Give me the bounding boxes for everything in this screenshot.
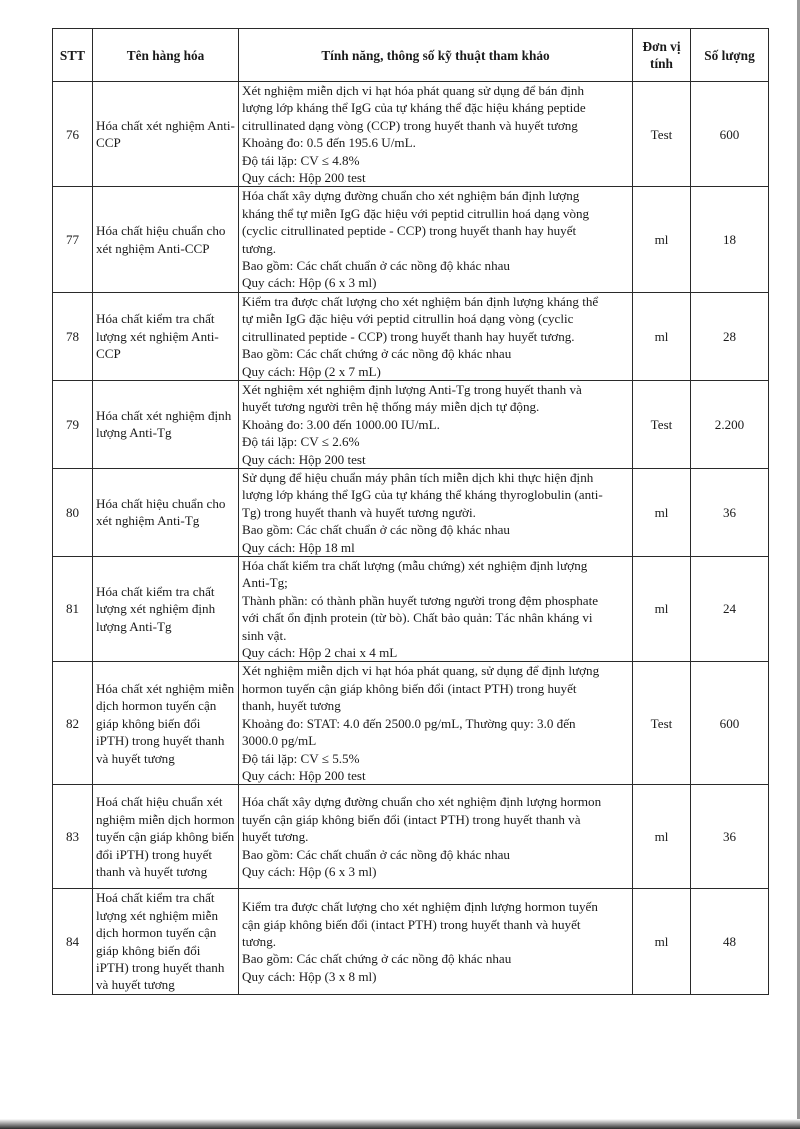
cell-quantity: 2.200 bbox=[691, 380, 769, 468]
spec-line: sinh vật. bbox=[242, 627, 287, 643]
spec-line: cận giáp không biến đổi (intact PTH) trong huyết thanh và huyết bbox=[242, 916, 581, 932]
cell-specification bbox=[239, 292, 633, 380]
cell-quantity: 600 bbox=[691, 82, 769, 187]
cell-stt: 77 bbox=[53, 187, 93, 292]
spec-line: Hóa chất kiểm tra chất lượng (mẫu chứng) xét nghiệm định lượng bbox=[242, 557, 588, 573]
spec-line: Quy cách: Hộp 18 ml bbox=[242, 539, 355, 555]
spec-line: Bao gồm: Các chất chuẩn ở các nồng độ khác nhau bbox=[242, 258, 510, 274]
spec-line: lượng lớp kháng thể IgG của tự kháng thể đặc hiệu kháng peptide bbox=[242, 100, 586, 116]
cell-stt: 83 bbox=[53, 785, 93, 889]
spec-line: Tg) trong huyết thanh và huyết tương người. bbox=[242, 504, 476, 520]
cell-unit: ml bbox=[633, 468, 691, 556]
table-header-row bbox=[53, 29, 769, 82]
cell-stt: 76 bbox=[53, 82, 93, 187]
spec-line: Kiểm tra được chất lượng cho xét nghiệm bán định lượng kháng thể bbox=[242, 293, 599, 309]
spec-line: Quy cách: Hộp 2 chai x 4 mL bbox=[242, 645, 398, 660]
spec-line: Khoảng đo: STAT: 4.0 đến 2500.0 pg/mL, Thường quy: 3.0 đến bbox=[242, 715, 576, 731]
spec-line: với chất ổn định protein (từ bò). Chất bảo quản: Tác nhân kháng vi bbox=[242, 610, 593, 626]
spec-line: Bao gồm: Các chất chuẩn ở các nồng độ khác nhau bbox=[242, 522, 510, 538]
cell-unit: ml bbox=[633, 556, 691, 661]
spec-line: Quy cách: Hộp (3 x 8 ml) bbox=[242, 968, 377, 984]
spec-line: Kiểm tra được chất lượng cho xét nghiệm định lượng hormon tuyến bbox=[242, 899, 598, 915]
table-row bbox=[53, 187, 769, 292]
cell-item-name: Hóa chất hiệu chuẩn cho xét nghiệm Anti-CCP bbox=[93, 187, 239, 292]
cell-quantity: 48 bbox=[691, 889, 769, 994]
table-row bbox=[53, 662, 769, 785]
spec-line: Bao gồm: Các chất chứng ở các nồng độ khác nhau bbox=[242, 346, 512, 362]
header-item-name: Tên hàng hóa bbox=[93, 29, 239, 82]
spec-line: Khoảng đo: 3.00 đến 1000.00 IU/mL. bbox=[242, 416, 440, 432]
cell-stt: 84 bbox=[53, 889, 93, 994]
spec-line: Bao gồm: Các chất chứng ở các nồng độ khác nhau bbox=[242, 951, 512, 967]
spec-line: tương. bbox=[242, 240, 277, 256]
table-row bbox=[53, 785, 769, 889]
cell-specification bbox=[239, 889, 633, 994]
header-specification: Tính năng, thông số kỹ thuật tham khảo bbox=[239, 29, 633, 82]
spec-line: lượng lớp kháng thể IgG của tự kháng thể kháng thyroglobulin (anti- bbox=[242, 487, 603, 503]
cell-unit: ml bbox=[633, 187, 691, 292]
cell-item-name: Hóa chất xét nghiệm Anti-CCP bbox=[93, 82, 239, 187]
specification-table bbox=[52, 28, 769, 995]
spec-line: Xét nghiệm miễn dịch vi hạt hóa phát quang sử dụng để bán định bbox=[242, 83, 585, 98]
cell-item-name: Hóa chất xét nghiệm miễn dịch hormon tuyến cận giáp không biến đổi iPTH) trong huyết thanh và huyết tương bbox=[93, 662, 239, 785]
table-body bbox=[53, 82, 769, 995]
cell-stt: 81 bbox=[53, 556, 93, 661]
table-row bbox=[53, 556, 769, 661]
spec-line: Hóa chất xây dựng đường chuẩn cho xét nghiệm định lượng hormon bbox=[242, 794, 602, 810]
cell-item-name: Hoá chất hiệu chuẩn xét nghiệm miễn dịch hormon tuyến cận giáp không biến đổi iPTH) trong huyết thanh và huyết tương bbox=[93, 785, 239, 889]
spec-line: Quy cách: Hộp 200 test bbox=[242, 451, 366, 467]
spec-line: huyết tương. bbox=[242, 829, 309, 845]
spec-line: tuyến cận giáp không biến đổi (intact PTH) trong huyết thanh và bbox=[242, 811, 581, 827]
cell-item-name: Hóa chất kiểm tra chất lượng xét nghiệm định lượng Anti-Tg bbox=[93, 556, 239, 661]
spec-line: Độ tái lặp: CV ≤ 2.6% bbox=[242, 434, 360, 450]
header-unit-line1: Đơn vị bbox=[642, 39, 681, 54]
cell-item-name: Hóa chất kiểm tra chất lượng xét nghiệm Anti-CCP bbox=[93, 292, 239, 380]
cell-quantity: 24 bbox=[691, 556, 769, 661]
spec-line: tự miễn IgG đặc hiệu với peptid citrullin hoá dạng vòng (cyclic bbox=[242, 311, 574, 327]
cell-unit: ml bbox=[633, 889, 691, 994]
table-row bbox=[53, 82, 769, 187]
cell-quantity: 28 bbox=[691, 292, 769, 380]
spec-line: Bao gồm: Các chất chuẩn ở các nồng độ khác nhau bbox=[242, 846, 510, 862]
table-row bbox=[53, 380, 769, 468]
cell-stt: 80 bbox=[53, 468, 93, 556]
cell-unit: ml bbox=[633, 785, 691, 889]
cell-specification bbox=[239, 556, 633, 661]
spec-line: Xét nghiệm miễn dịch vi hạt hóa phát quang, sử dụng để định lượng bbox=[242, 663, 600, 679]
cell-unit: ml bbox=[633, 292, 691, 380]
cell-unit: Test bbox=[633, 82, 691, 187]
spec-line: Độ tái lặp: CV ≤ 4.8% bbox=[242, 152, 360, 168]
spec-line: hormon tuyến cận giáp không biến đổi (intact PTH) trong huyết bbox=[242, 680, 577, 696]
cell-item-name: Hoá chất kiểm tra chất lượng xét nghiệm miễn dịch hormon tuyến cận giáp không biến đổi iPTH) trong huyết thanh và huyết tương bbox=[93, 889, 239, 994]
spec-line: citrullinated dạng vòng (CCP) trong huyết thanh và huyết tương bbox=[242, 117, 578, 133]
spec-line: 3000.0 pg/mL bbox=[242, 733, 317, 749]
cell-unit: Test bbox=[633, 380, 691, 468]
cell-quantity: 18 bbox=[691, 187, 769, 292]
cell-quantity: 36 bbox=[691, 785, 769, 889]
spec-line: Độ tái lặp: CV ≤ 5.5% bbox=[242, 750, 360, 766]
cell-specification bbox=[239, 380, 633, 468]
spec-line: Khoảng đo: 0.5 đến 195.6 U/mL. bbox=[242, 135, 416, 151]
table-row bbox=[53, 889, 769, 994]
cell-item-name: Hóa chất xét nghiệm định lượng Anti-Tg bbox=[93, 380, 239, 468]
cell-specification bbox=[239, 785, 633, 889]
table-row bbox=[53, 468, 769, 556]
spec-line: (cyclic citrullinated peptide - CCP) trong huyết thanh hay huyết bbox=[242, 223, 577, 239]
cell-specification bbox=[239, 468, 633, 556]
spec-line: Quy cách: Hộp (2 x 7 mL) bbox=[242, 363, 381, 379]
spec-line: thanh, huyết tương bbox=[242, 698, 341, 714]
cell-quantity: 600 bbox=[691, 662, 769, 785]
spec-line: Anti-Tg; bbox=[242, 575, 288, 591]
spec-line: Quy cách: Hộp 200 test bbox=[242, 767, 366, 783]
cell-unit: Test bbox=[633, 662, 691, 785]
cell-stt: 78 bbox=[53, 292, 93, 380]
spec-line: Sử dụng để hiệu chuẩn máy phân tích miễn dịch khi thực hiện định bbox=[242, 469, 594, 485]
spec-line: tương. bbox=[242, 933, 277, 949]
spec-line: Hóa chất xây dựng đường chuẩn cho xét nghiệm bán định lượng bbox=[242, 188, 580, 204]
spec-line: Quy cách: Hộp (6 x 3 ml) bbox=[242, 864, 377, 880]
cell-specification bbox=[239, 662, 633, 785]
spec-line: Xét nghiệm xét nghiệm định lượng Anti-Tg trong huyết thanh và bbox=[242, 381, 582, 397]
page-bottom-shadow bbox=[0, 1119, 800, 1129]
header-stt: STT bbox=[53, 29, 93, 82]
header-quantity: Số lượng bbox=[691, 29, 769, 82]
table-row bbox=[53, 292, 769, 380]
spec-line: kháng thể tự miễn IgG đặc hiệu với peptid citrullin hoá dạng vòng bbox=[242, 205, 590, 221]
spec-line: Thành phần: có thành phần huyết tương người trong đệm phosphate bbox=[242, 592, 599, 608]
spec-line: Quy cách: Hộp (6 x 3 ml) bbox=[242, 275, 377, 291]
cell-quantity: 36 bbox=[691, 468, 769, 556]
cell-item-name: Hóa chất hiệu chuẩn cho xét nghiệm Anti-Tg bbox=[93, 468, 239, 556]
cell-specification bbox=[239, 187, 633, 292]
spec-line: huyết tương người trên hệ thống máy miễn dịch tự động. bbox=[242, 399, 540, 415]
header-unit-line2: tính bbox=[650, 56, 673, 71]
red-stamp-mark bbox=[784, 540, 794, 640]
header-unit bbox=[633, 29, 691, 82]
spec-line: Quy cách: Hộp 200 test bbox=[242, 170, 366, 186]
cell-stt: 82 bbox=[53, 662, 93, 785]
spec-line: citrullinated peptide - CCP) trong huyết thanh hay huyết tương. bbox=[242, 328, 575, 344]
cell-stt: 79 bbox=[53, 380, 93, 468]
cell-specification bbox=[239, 82, 633, 187]
